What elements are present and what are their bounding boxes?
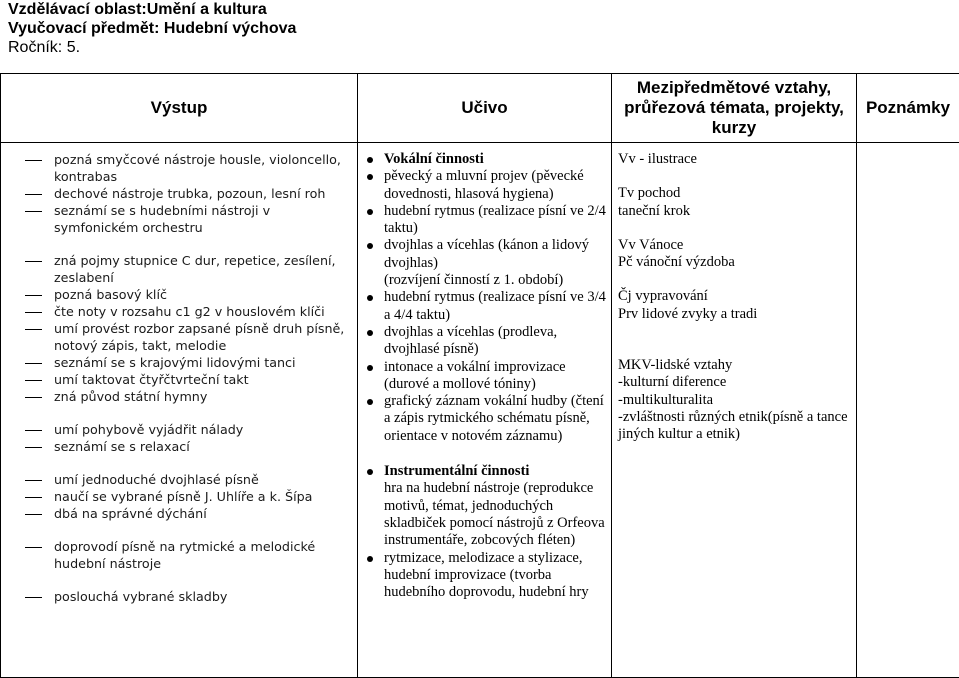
column-header-mezipredmetove: Mezipředmětové vztahy, průřezová témata, projekty, kurzy bbox=[612, 74, 857, 143]
table-row bbox=[1, 143, 959, 678]
section-title-instrumentalni: Instrumentální činnosti bbox=[358, 463, 607, 480]
relation-item: MKV-lidské vztahy bbox=[618, 357, 733, 374]
list-item: pěvecký a mluvní projev (pěvecké dovednosti, hlasová hygiena) bbox=[358, 168, 607, 203]
list-item: hudební rytmus (realizace písní ve 2/4 taktu) bbox=[358, 203, 607, 238]
relation-item: Vv Vánoce bbox=[618, 236, 684, 253]
list-item: seznámí se s hudebními nástroji v symfonickém orchestru bbox=[1, 202, 357, 236]
list-item: intonace a vokální improvizace (durové a mollové tóniny) bbox=[358, 359, 607, 394]
list-item: rytmizace, melodizace a stylizace, hudební improvizace (tvorba hudebního doprovodu, hudební hry bbox=[358, 550, 607, 602]
ucivo-cell bbox=[358, 143, 612, 678]
document-header bbox=[8, 0, 296, 57]
list-item: zná pojmy stupnice C dur, repetice, zesílení, zeslabení bbox=[1, 252, 357, 286]
column-header-ucivo: Učivo bbox=[358, 74, 612, 143]
relation-item: -zvláštnosti různých etnik(písně a tance jiných kultur a etnik) bbox=[618, 408, 848, 443]
list-item: dechové nástroje trubka, pozoun, lesní roh bbox=[1, 185, 357, 202]
list-item: (rozvíjení činností z 1. období) bbox=[384, 272, 564, 289]
list-item: naučí se vybrané písně J. Uhlíře a k. Šípa bbox=[1, 488, 357, 505]
mezipredmetove-cell bbox=[612, 143, 857, 678]
list-item: dbá na správné dýchání bbox=[1, 505, 357, 522]
table-header-row bbox=[1, 74, 959, 143]
list-item: seznámí se s relaxací bbox=[1, 438, 357, 455]
relation-item: Čj vypravování bbox=[618, 288, 708, 305]
relation-item: Prv lidové zvyky a tradi bbox=[618, 305, 758, 322]
column-header-vystup: Výstup bbox=[1, 74, 358, 143]
list-item: doprovodí písně na rytmické a melodické hudební nástroje bbox=[1, 538, 357, 572]
vystup-cell bbox=[1, 143, 358, 678]
curriculum-table bbox=[0, 73, 959, 678]
list-item: hra na hudební nástroje (reprodukce motivů, témat, jednoduchých skladbiček pomocí nástrojů z Orfeova instrumentáře, zobcových fléten) bbox=[384, 480, 605, 549]
subject-area: Vzdělávací oblast:Umění a kultura bbox=[8, 1, 267, 18]
relation-item: Tv pochod bbox=[618, 185, 681, 202]
relation-item: taneční krok bbox=[618, 202, 691, 219]
column-header-poznamky: Poznámky bbox=[857, 74, 959, 143]
list-item: umí pohybově vyjádřit nálady bbox=[1, 421, 357, 438]
list-item: umí jednoduché dvojhlasé písně bbox=[1, 471, 357, 488]
list-item: čte noty v rozsahu c1 g2 v houslovém klíči bbox=[1, 303, 357, 320]
relation-item: -kulturní diference bbox=[618, 374, 727, 391]
poznamky-cell bbox=[857, 143, 959, 678]
list-item: grafický záznam vokální hudby (čtení a zápis rytmického schématu písně, orientace v notovém záznamu) bbox=[358, 393, 607, 445]
list-item: pozná smyčcové nástroje housle, violoncello, kontrabas bbox=[1, 151, 357, 185]
list-item: pozná basový klíč bbox=[1, 286, 357, 303]
relation-item: Vv - ilustrace bbox=[618, 151, 697, 167]
list-item: zná původ státní hymny bbox=[1, 388, 357, 405]
list-item: dvojhlas a vícehlas (kánon a lidový dvojhlas) bbox=[358, 237, 607, 272]
list-item: hudební rytmus (realizace písní ve 3/4 a 4/4 taktu) bbox=[358, 289, 607, 324]
list-item: seznámí se s krajovými lidovými tanci bbox=[1, 354, 357, 371]
list-item: umí provést rozbor zapsané písně druh písně, notový zápis, takt, melodie bbox=[1, 320, 357, 354]
relation-item: Pč vánoční výzdoba bbox=[618, 254, 735, 271]
list-item: poslouchá vybrané skladby bbox=[1, 588, 357, 605]
list-item: dvojhlas a vícehlas (prodleva, dvojhlasé písně) bbox=[358, 324, 607, 359]
section-title-vokalni: Vokální činnosti bbox=[358, 151, 607, 168]
list-item: umí taktovat čtyřčtvrteční takt bbox=[1, 371, 357, 388]
relation-item: -multikulturalita bbox=[618, 391, 714, 408]
subject-name: Vyučovací předmět: Hudební výchova bbox=[8, 20, 297, 37]
grade-label: Ročník: 5. bbox=[8, 39, 81, 56]
